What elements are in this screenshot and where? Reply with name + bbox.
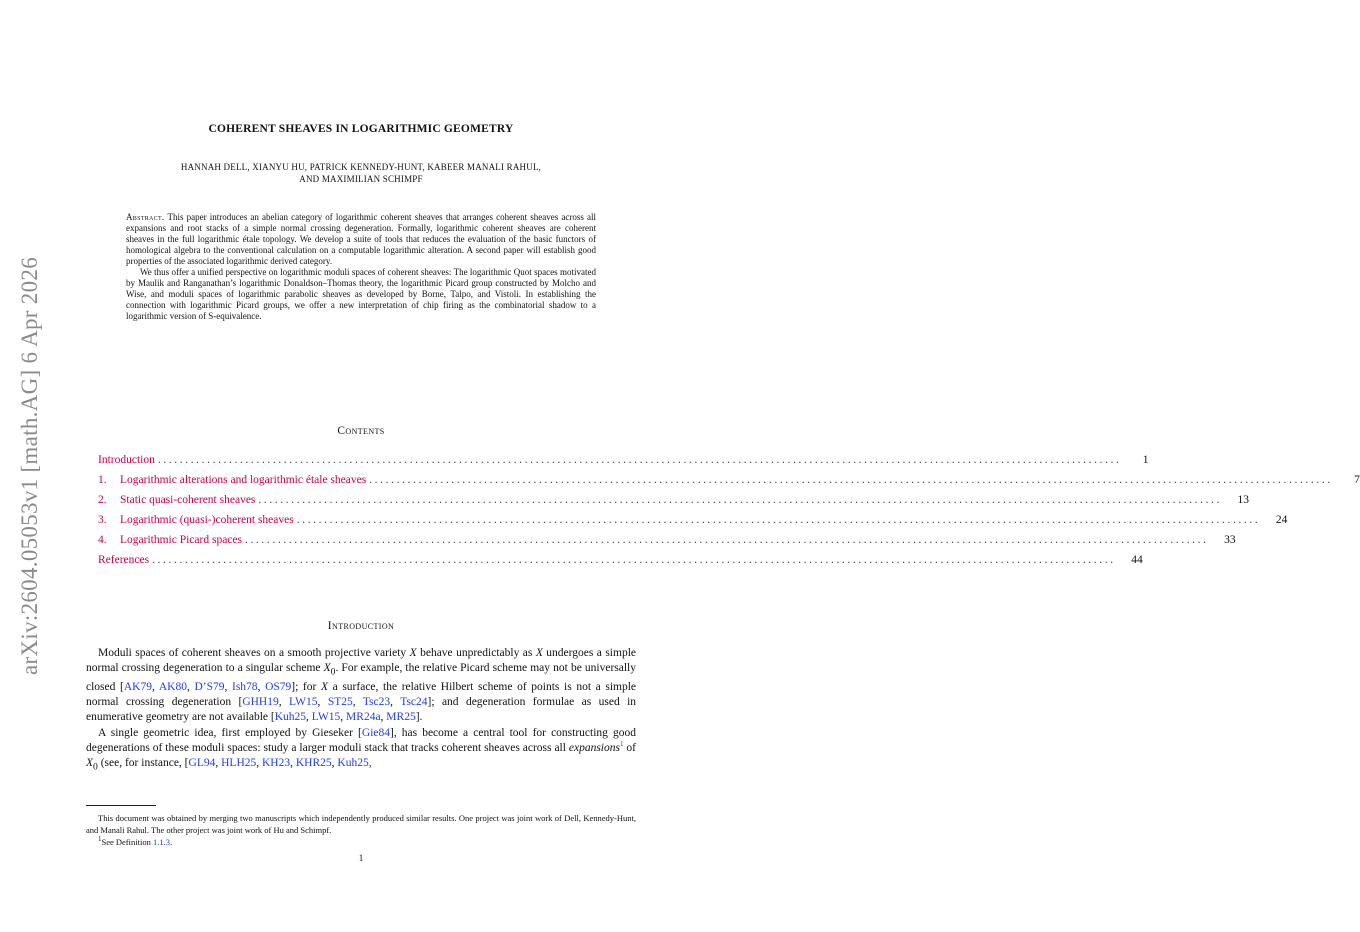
footnote-text: See Definition xyxy=(101,837,153,847)
body-text: ], has become a central tool for constructing good degenerations of these moduli spaces: study a larger moduli stack that tracks coherent sheaves across all xyxy=(86,726,636,755)
toc-section-number: 1. xyxy=(98,474,107,486)
toc-page-number: 44 xyxy=(1131,554,1143,566)
citation-link[interactable]: HLH25 xyxy=(221,757,257,770)
citation-link[interactable]: Kuh25, xyxy=(337,757,372,770)
citation-link[interactable]: Gie84 xyxy=(361,726,390,739)
author-line-2: AND MAXIMILIAN SCHIMPF xyxy=(299,174,423,184)
footnote-text: . xyxy=(169,837,173,847)
math-symbol: X xyxy=(409,647,417,659)
definition-link[interactable]: 1.1.3 xyxy=(152,837,170,847)
citation-link[interactable]: AK79 xyxy=(123,680,152,693)
citation-link[interactable]: ST25 xyxy=(327,696,353,709)
citation-link[interactable]: GL94 xyxy=(188,757,216,770)
toc-label-text: Introduction xyxy=(98,454,155,466)
math-subscript: 0 xyxy=(93,761,98,773)
citation-link[interactable]: AK80 xyxy=(158,680,187,693)
citation-link[interactable]: Kuh25 xyxy=(274,711,307,724)
body-text: (see, for instance, [ xyxy=(97,757,189,770)
footnote-1 xyxy=(86,836,636,848)
citation-link[interactable]: MR25 xyxy=(386,711,416,724)
toc-entry-references[interactable] xyxy=(98,552,1143,572)
citation-link[interactable]: Tsc23 xyxy=(362,696,391,709)
citation-link[interactable]: KHR25 xyxy=(295,757,332,770)
abstract-paragraph-2: We thus offer a unified perspective on logarithmic moduli spaces of coherent sheaves: The logarithmic Quot spaces motivated by Maulik and Ranganathan’s logarithmic Donaldson–Thomas theory, the logarithmic Picard group constructed by Molcho and Wise, and moduli spaces of logarithmic parabolic sheaves as developed by Borne, Talpo, and Vistoli. In establishing the connection with logarithmic Picard groups, we offer a new interpretation of chip firing as the combinatorial shadow to a logarithmic version of S-equivalence. xyxy=(126,267,596,321)
intro-paragraph-2: A single geometric idea, first employed by Gieseker [Gie84], has become a central tool for constructing good degenerations of these moduli spaces: study a larger moduli stack that tracks coherent sheaves across all expansions$^1$ of $X_0$ (see, for instance, [GL94, HLH25, KH23, KHR25, Kuh25, xyxy=(86,726,636,773)
contents-heading: Contents xyxy=(337,425,385,437)
body-text: Moduli spaces of coherent sheaves on a smooth projective variety xyxy=(98,647,410,659)
math-symbol: X xyxy=(86,757,94,770)
toc-leader-dots: ................................................................................................................................................................................ xyxy=(296,514,1261,526)
body-text: ]; and degeneration formulae as used in enumerative geometry are not available [ xyxy=(86,696,637,724)
citation-link[interactable]: KH23 xyxy=(262,757,291,770)
toc-entry-section-4[interactable] xyxy=(98,532,1236,552)
citation-link[interactable]: GHH19 xyxy=(242,696,279,709)
toc-leader-dots: ................................................................................................................................................................................ xyxy=(258,494,1223,506)
introduction-heading: Introduction xyxy=(327,620,395,632)
toc-label-text: References xyxy=(98,554,150,566)
toc-leader-dots: ................................................................................................................................................................................ xyxy=(152,554,1116,566)
body-text: . For example, the relative Picard scheme may not be universally closed [ xyxy=(86,662,636,693)
body-text: ]; for xyxy=(291,680,321,693)
emphasized-term: expansions xyxy=(568,742,620,755)
footnote-1-marker: 1 xyxy=(98,835,102,844)
citation-link[interactable]: OS79 xyxy=(265,680,292,693)
math-symbol: X xyxy=(535,647,543,659)
body-text: behave unpredictably as xyxy=(416,647,536,659)
toc-page-number: 24 xyxy=(1275,514,1288,526)
toc-entry-section-2[interactable] xyxy=(98,492,1250,512)
citation-link[interactable]: MR24a xyxy=(346,711,381,724)
toc-link[interactable] xyxy=(98,472,366,488)
table-of-contents xyxy=(98,452,1360,572)
math-subscript: 0 xyxy=(330,666,336,678)
citation-link[interactable]: Tsc24 xyxy=(400,696,428,709)
citation-link[interactable]: D’S79 xyxy=(194,680,225,693)
abstract xyxy=(126,212,596,322)
toc-leader-dots: ................................................................................................................................................................................ xyxy=(369,474,1333,486)
body-text: ]. xyxy=(415,711,423,724)
intro-paragraph-1: Moduli spaces of coherent sheaves on a smooth projective variety X behave unpredictably as X undergoes a simple normal crossing degeneration to a singular scheme $X_0$. For example, the relative Picard scheme may not be universally closed [AK79, AK80, D’S79, Ish78, OS79]; for X a surface, the relative Hilbert scheme of points is not a simple normal crossing degeneration [GHH19, LW15, ST25, Tsc23, Tsc24]; and degeneration formulae as used in enumerative geometry are not available [Kuh25, LW15, MR24a, MR25]. xyxy=(86,647,637,724)
footnote-divider xyxy=(86,805,156,806)
body-text: a surface, the relative Hilbert scheme of points is not a simple normal crossing degeneration [ xyxy=(86,680,637,709)
math-symbol: X xyxy=(320,680,328,693)
toc-section-number: 2. xyxy=(98,494,107,506)
math-symbol: X xyxy=(323,662,331,675)
toc-page-number: 13 xyxy=(1237,494,1250,506)
toc-label-text: Static quasi-coherent sheaves xyxy=(120,494,256,506)
body-text: A single geometric idea, first employed by Gieseker [ xyxy=(98,726,362,739)
toc-link[interactable] xyxy=(98,512,294,528)
author-list xyxy=(116,161,606,185)
toc-leader-dots: ................................................................................................................................................................................ xyxy=(157,454,1122,466)
toc-page-number: 33 xyxy=(1224,534,1236,546)
toc-entry-introduction[interactable] xyxy=(98,452,1149,472)
toc-entry-section-1[interactable] xyxy=(98,472,1360,492)
citation-link[interactable]: LW15 xyxy=(289,696,318,709)
toc-link[interactable] xyxy=(98,532,242,548)
toc-label-text: Logarithmic (quasi-)coherent sheaves xyxy=(120,514,294,526)
toc-link[interactable] xyxy=(98,492,255,508)
footnotes xyxy=(86,812,636,848)
citation-link[interactable]: LW15 xyxy=(311,711,341,724)
abstract-paragraph-1 xyxy=(126,212,596,267)
abstract-label: Abstract. xyxy=(126,212,165,222)
footnote-acknowledgement: This document was obtained by merging two manuscripts which independently produced similar results. One project was joint work of Dell, Kennedy-Hunt, and Manali Rahul. The other project was joint work of Hu and Schimpf. xyxy=(86,813,636,835)
toc-link[interactable] xyxy=(98,552,149,568)
toc-label-text: Logarithmic Picard spaces xyxy=(120,534,242,546)
toc-page-number: 1 xyxy=(1142,454,1149,466)
toc-section-number: 3. xyxy=(98,514,107,526)
abstract-text-1: This paper introduces an abelian category of logarithmic coherent sheaves that arranges coherent sheaves across all expansions and root stacks of a simple normal crossing degeneration. Formally, logarithmic coherent sheaves are coherent sheaves in the full logarithmic étale topology. We develop a suite of tools that reduces the evaluation of the basic functors of homological algebra to the conventional calculation on a computable logarithmic alteration. A second paper will establish good properties of the associated logarithmic derived category. xyxy=(126,212,597,266)
toc-link[interactable] xyxy=(98,452,155,468)
page-number: 1 xyxy=(358,853,364,863)
body-text: undergoes a simple normal crossing degeneration to a singular scheme xyxy=(86,647,637,675)
citation-link[interactable]: Ish78 xyxy=(232,680,258,693)
body-text: of xyxy=(623,742,636,755)
toc-section-number: 4. xyxy=(98,534,107,546)
author-line-1: HANNAH DELL, XIANYU HU, PATRICK KENNEDY-HUNT, KABEER MANALI RAHUL, xyxy=(180,162,542,172)
introduction-body xyxy=(86,646,636,775)
toc-entry-section-3[interactable] xyxy=(98,512,1288,532)
footnote-marker[interactable]: 1 xyxy=(619,740,624,749)
toc-page-number: 7 xyxy=(1354,474,1360,486)
toc-leader-dots: ................................................................................................................................................................................ xyxy=(245,534,1209,546)
paper-title: COHERENT SHEAVES IN LOGARITHMIC GEOMETRY xyxy=(208,123,514,135)
toc-label-text: Logarithmic alterations and logarithmic étale sheaves xyxy=(120,474,367,486)
arxiv-identifier: arXiv:2604.05053v1 [math.AG] 6 Apr 2026 xyxy=(17,257,42,675)
